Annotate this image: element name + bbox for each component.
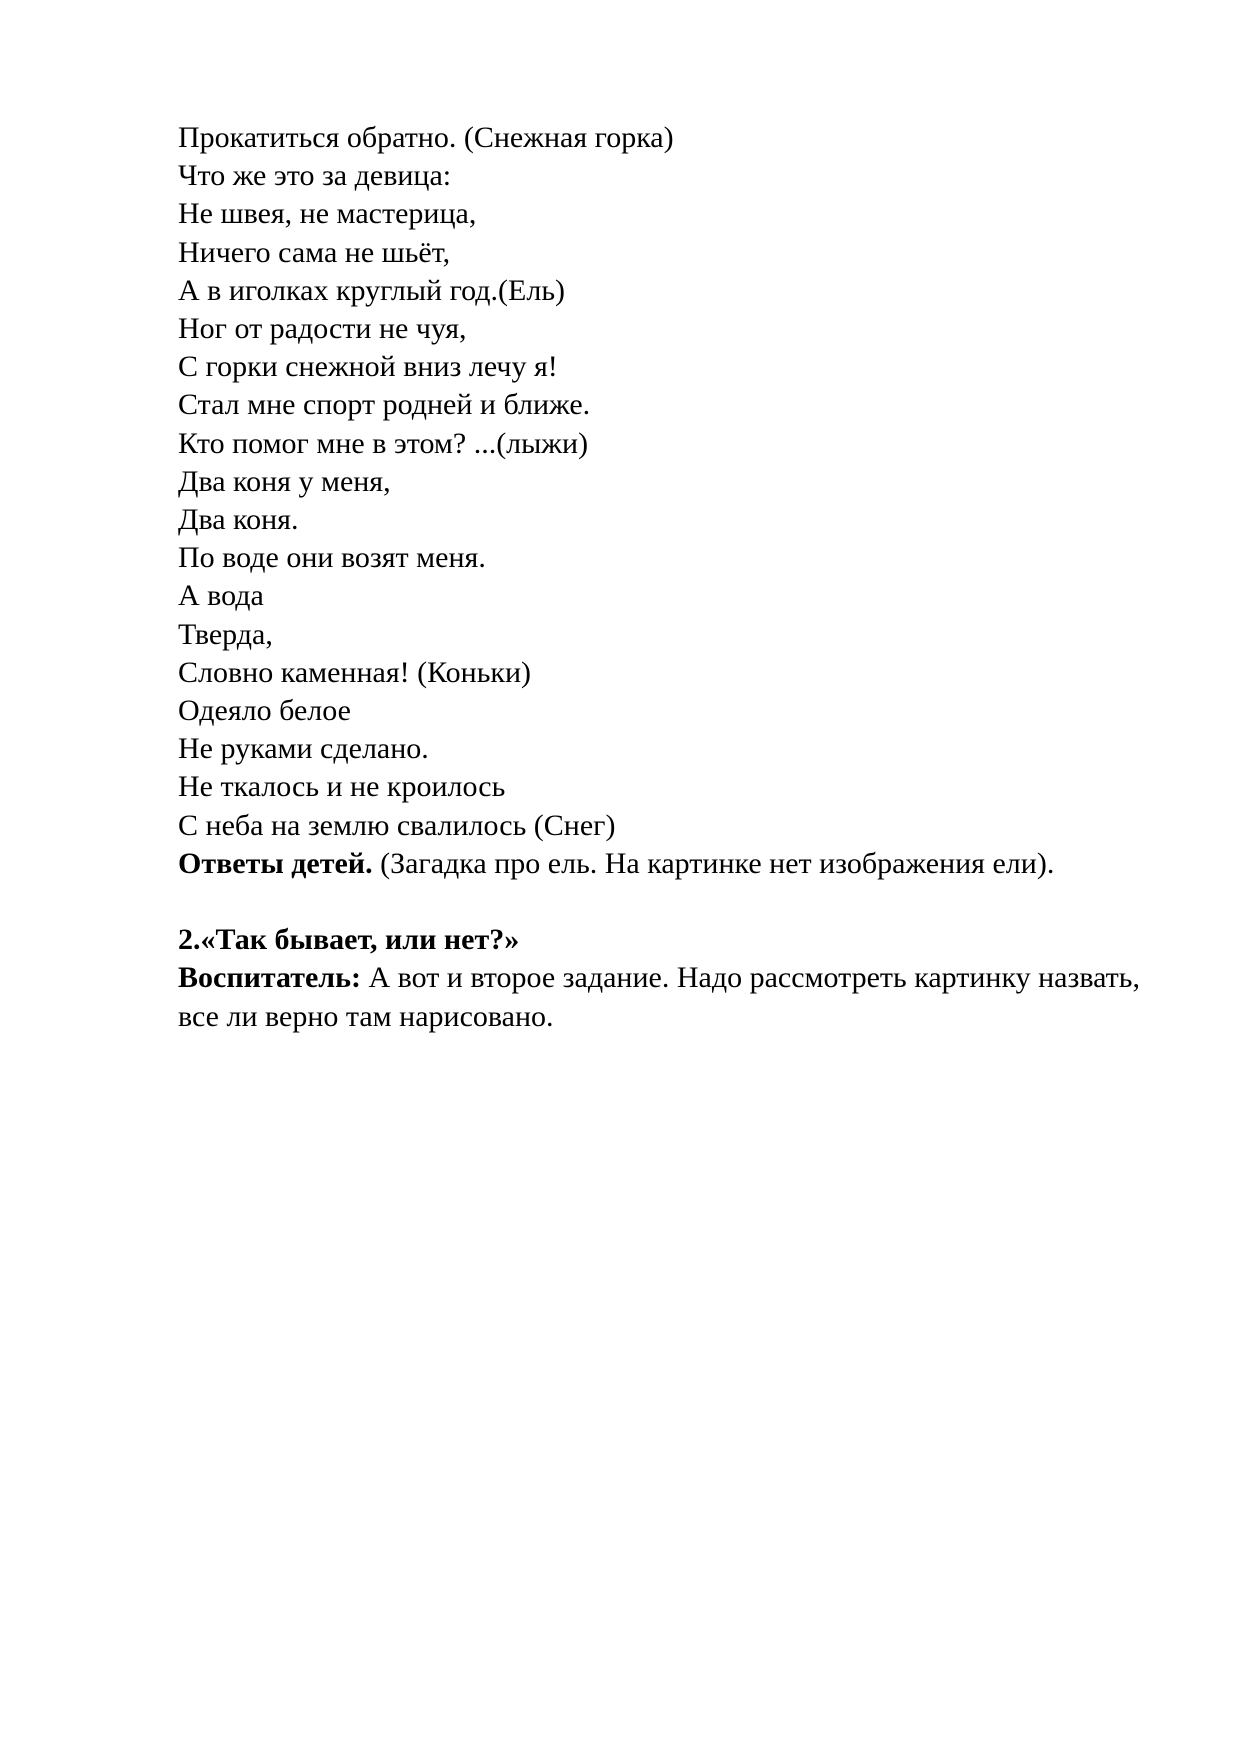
riddle-line: По воде они возят меня.	[178, 541, 486, 575]
answers-label: Ответы детей.	[178, 846, 373, 880]
riddle-line: Словно каменная! (Коньки)	[178, 655, 532, 689]
riddle-line: Два коня.	[178, 503, 299, 537]
speaker-label: Воспитатель:	[178, 961, 361, 995]
riddle-line: Не руками сделано.	[178, 732, 429, 766]
riddle-line: Ног от радости не чуя,	[178, 312, 467, 346]
riddle-line: С горки снежной вниз лечу я!	[178, 350, 558, 384]
riddle-line: А в иголках круглый год.(Ель)	[178, 273, 566, 307]
riddle-line: Что же это за девица:	[178, 159, 452, 193]
document-body	[178, 119, 1158, 1036]
answers-text: (Загадка про ель. На картинке нет изображения ели).	[372, 846, 1055, 880]
riddle-line: Ничего сама не шьёт,	[178, 235, 451, 269]
section-heading: 2.«Так бывает, или нет?»	[178, 923, 520, 957]
riddle-line: Прокатиться обратно. (Снежная горка)	[178, 121, 674, 154]
riddle-line: Не швея, не мастерица,	[178, 197, 477, 231]
riddle-line: С неба на землю свалилось (Снег)	[178, 808, 616, 842]
teacher-paragraph	[178, 959, 1158, 1035]
riddle-line: Два коня у меня,	[178, 464, 391, 498]
riddle-line: А вода	[178, 579, 264, 613]
answers-paragraph	[178, 845, 1158, 883]
riddle-line: Одеяло белое	[178, 694, 351, 728]
teacher-text: А вот и второе задание. Надо рассмотреть картинку назвать, все ли верно там нарисовано.	[178, 961, 1140, 1033]
paragraph-spacer	[178, 883, 1158, 921]
riddle-line: Тверда,	[178, 617, 273, 651]
riddle-line: Стал мне спорт родней и ближе.	[178, 388, 591, 422]
riddle-line: Кто помог мне в этом? ...(лыжи)	[178, 426, 589, 460]
riddle-line: Не ткалось и не кроилось	[178, 770, 506, 804]
